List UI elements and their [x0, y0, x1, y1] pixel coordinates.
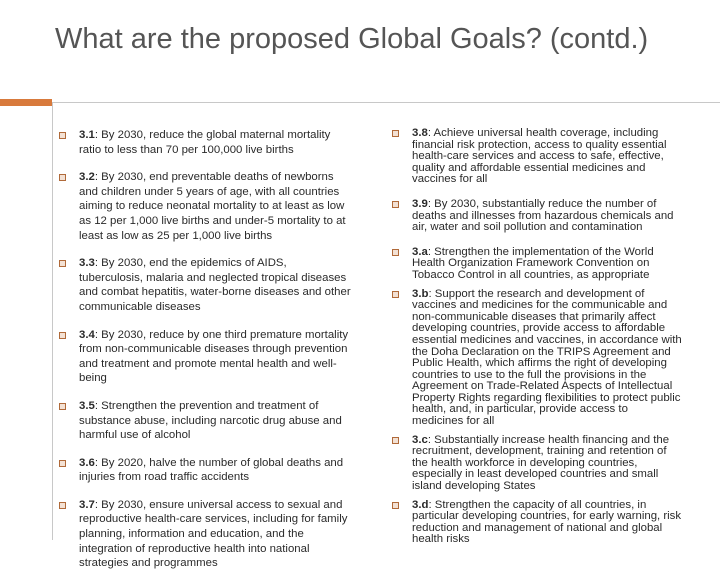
goal-item-3-b [390, 289, 682, 428]
goal-code: 3.d [412, 498, 429, 511]
square-bullet-icon [59, 332, 66, 339]
goal-code: 3.1 [79, 129, 95, 141]
goal-text: : By 2030, substantially reduce the number of deaths and illnesses from hazardous chemicals and air, water and soil pollution and contamination [412, 197, 674, 234]
goal-code: 3.b [412, 287, 429, 300]
goal-item-3-8 [390, 128, 682, 186]
goal-item-3-d [390, 500, 682, 546]
square-bullet-icon [59, 260, 66, 267]
title-divider [52, 102, 720, 103]
goal-text: : Strengthen the capacity of all countries, in particular developing countries, for early warning, risk reduction and management of national and global health risks [412, 498, 682, 546]
square-bullet-icon [392, 201, 399, 208]
goal-item-3-c [390, 435, 682, 493]
square-bullet-icon [392, 130, 399, 137]
title-accent-bar [0, 99, 52, 106]
goal-text: : By 2030, reduce by one third premature mortality from non-communicable diseases through prevention and treatment and promote mental health and well-being [79, 328, 349, 385]
goal-code: 3.9 [412, 197, 428, 210]
goal-code: 3.a [412, 245, 428, 258]
goal-item-3-a [390, 247, 682, 282]
goal-code: 3.6 [79, 456, 95, 469]
goal-text: : By 2030, ensure universal access to sexual and reproductive health-care services, including for family planning, information and education, and the integration of reproductive health into national strategies and programmes [79, 498, 348, 570]
left-goal-list [57, 128, 352, 584]
goal-code: 3.3 [79, 257, 95, 270]
goal-code: 3.5 [79, 399, 95, 412]
goal-item-3-9 [390, 199, 682, 234]
goal-code: 3.c [412, 433, 428, 446]
goal-item-3-7 [57, 498, 352, 571]
goal-code: 3.8 [412, 127, 428, 139]
goal-item-3-4 [57, 328, 352, 386]
goal-item-3-6 [57, 456, 352, 485]
goal-text: : Strengthen the prevention and treatment of substance abuse, including narcotic drug abuse and harmful use of alcohol [79, 399, 342, 442]
goal-text: : Support the research and development of vaccines and medicines for the communicable and non-communicable diseases that primarily affect developing countries, provide access to affordable essential medicines and vaccines, in accordance with the Doha Declaration on the TRIPS Agreement and Public Health, which affirms the right of developing countries to use to the full the provisions in the Agreement on Trade-Related Aspects of Intellectual Property Rights regarding flexibilities to protect public health, and, in particular, provide access to medicines for all [412, 287, 682, 428]
goal-text: : Achieve universal health coverage, including financial risk protection, access to quality essential health-care services and access to safe, effective, quality and affordable essential medicines and vaccines for all [412, 127, 667, 186]
right-goal-list [390, 128, 682, 559]
goal-text: : By 2030, end preventable deaths of newborns and children under 5 years of age, with all countries aiming to reduce neonatal mortality to at least as low as 12 per 1,000 live births and under-5 mortality to at least as low as 25 per 1,000 live births [79, 171, 346, 242]
goal-text: : By 2030, reduce the global maternal mortality ratio to less than 70 per 100,000 live births [79, 129, 331, 156]
goal-text: : Strengthen the implementation of the World Health Organization Framework Convention on Tobacco Control in all countries, as appropriate [412, 245, 654, 281]
goal-code: 3.2 [79, 171, 95, 184]
square-bullet-icon [59, 174, 66, 181]
goal-text: : By 2030, end the epidemics of AIDS, tuberculosis, malaria and neglected tropical diseases and combat hepatitis, water-borne diseases and other communicable diseases [79, 257, 351, 313]
goal-code: 3.4 [79, 328, 95, 341]
goal-code: 3.7 [79, 498, 95, 511]
square-bullet-icon [59, 132, 66, 139]
slide-title: What are the proposed Global Goals? (contd.) [55, 23, 649, 55]
square-bullet-icon [59, 460, 66, 467]
square-bullet-icon [392, 437, 399, 444]
goal-item-3-2 [57, 170, 352, 243]
left-margin-line [52, 102, 53, 540]
square-bullet-icon [392, 291, 399, 298]
square-bullet-icon [392, 249, 399, 256]
square-bullet-icon [392, 502, 399, 509]
square-bullet-icon [59, 403, 66, 410]
goal-text: : Substantially increase health financing and the recruitment, development, training and retention of the health workforce in developing countries, especially in least developed countries and small island developing States [412, 433, 670, 493]
goal-item-3-5 [57, 399, 352, 443]
square-bullet-icon [59, 502, 66, 509]
goal-text: : By 2020, halve the number of global deaths and injuries from road traffic accidents [79, 456, 344, 484]
goal-item-3-1 [57, 128, 352, 157]
goal-item-3-3 [57, 256, 352, 314]
